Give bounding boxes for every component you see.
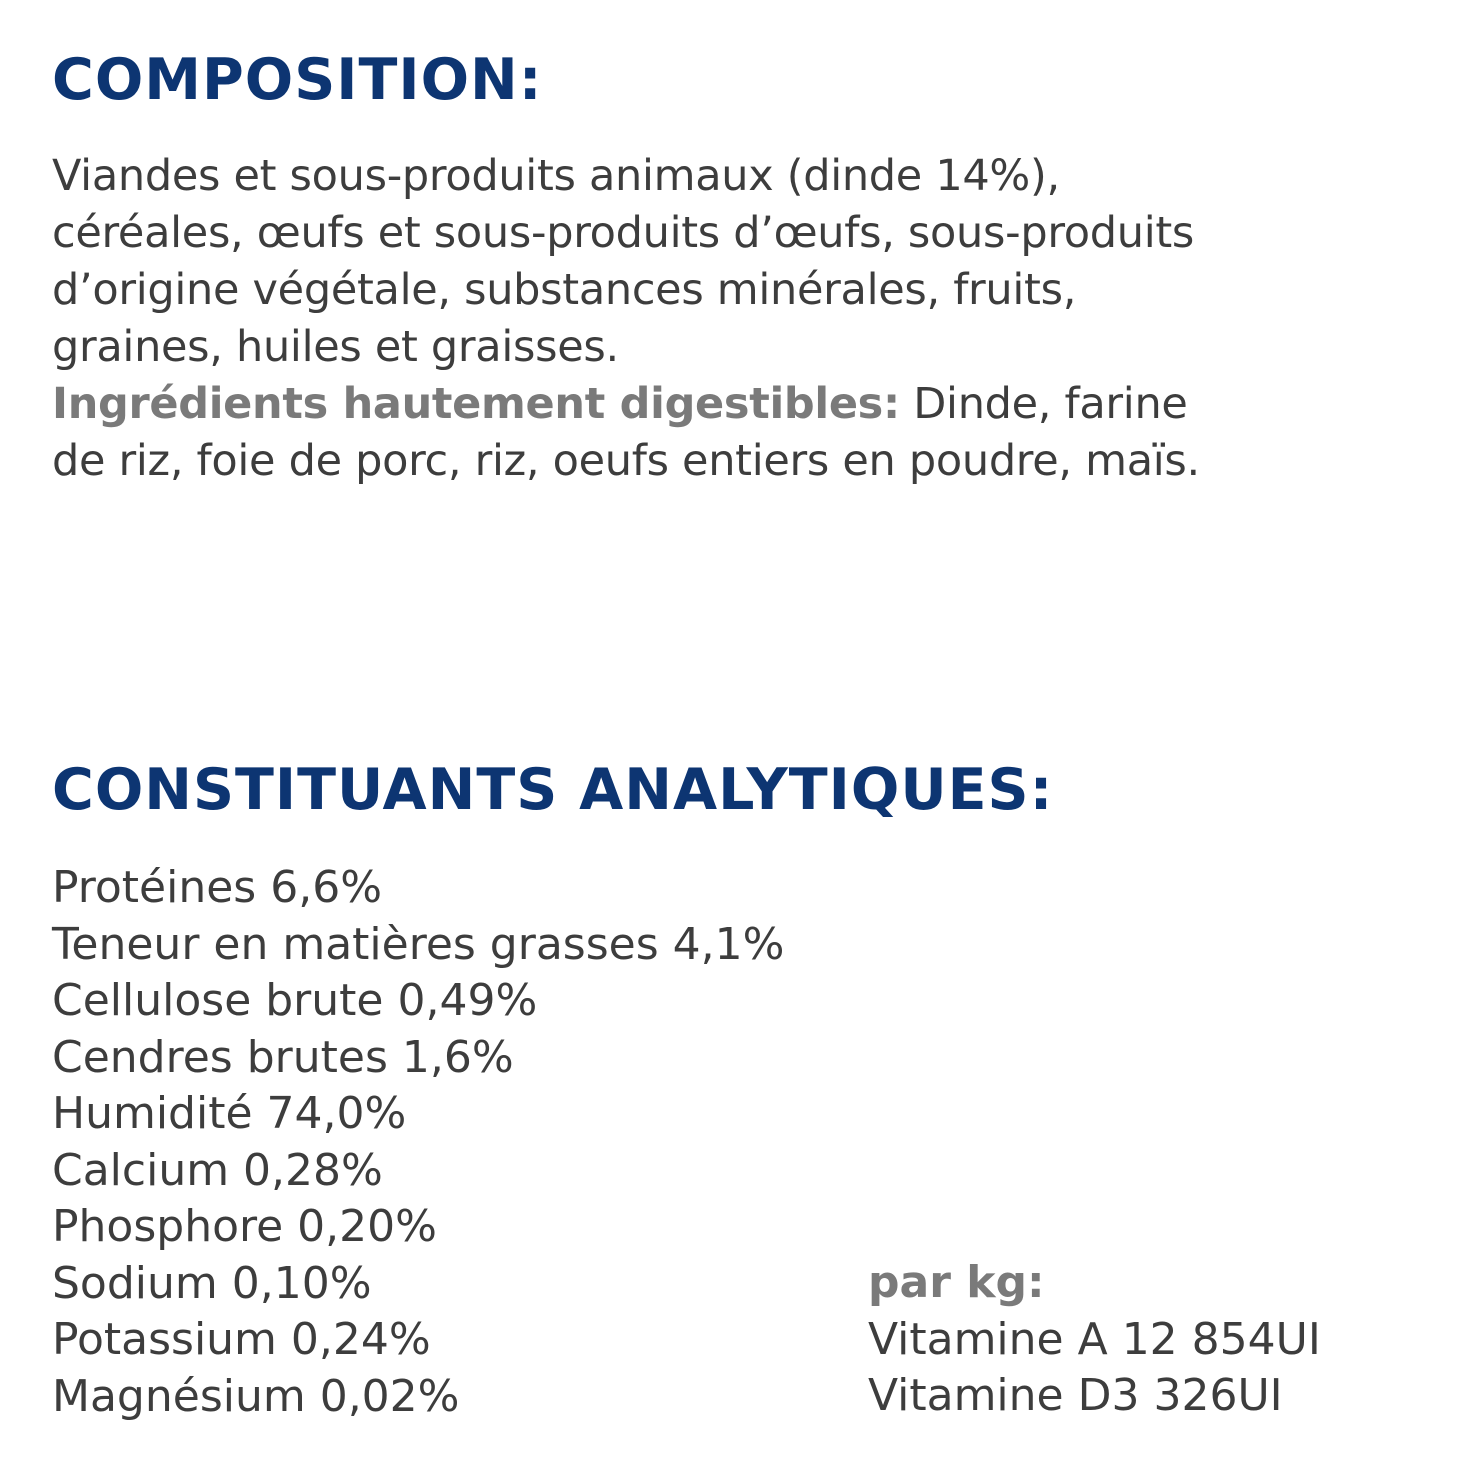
- composition-line: Viandes et sous-produits animaux (dinde 14%),: [52, 151, 1060, 201]
- vitamins-block: [868, 1255, 1321, 1425]
- constituents-list: [52, 860, 784, 1425]
- constituent-item: Calcium 0,28%: [52, 1144, 383, 1196]
- constituent-item: Phosphore 0,20%: [52, 1201, 437, 1252]
- composition-line: céréales, œufs et sous-produits d’œufs, sous-produits: [52, 208, 1195, 258]
- vitamin-item: Vitamine A 12 854UI: [868, 1313, 1321, 1365]
- constituent-item: Teneur en matières grasses 4,1%: [52, 918, 785, 970]
- constituent-item: Protéines 6,6%: [52, 862, 382, 913]
- constituent-item: Cellulose brute 0,49%: [52, 975, 538, 1026]
- constituent-item: Potassium 0,24%: [52, 1314, 431, 1365]
- composition-line: graines, huiles et graisses.: [52, 322, 619, 372]
- constituent-item: Cendres brutes 1,6%: [52, 1031, 514, 1083]
- constituents-heading: CONSTITUANTS ANALYTIQUES:: [52, 757, 1054, 823]
- constituent-item: Magnésium 0,02%: [52, 1370, 460, 1422]
- composition-heading: COMPOSITION:: [52, 47, 543, 113]
- composition-line: d’origine végétale, substances minérales, fruits,: [52, 265, 1077, 315]
- digestible-ingredients-label: Ingrédients hautement digestibles:: [52, 379, 900, 429]
- digestible-ingredients-text: Dinde, farine: [899, 379, 1188, 429]
- per-kg-label: par kg:: [868, 1257, 1045, 1308]
- digestible-ingredients-line-2: de riz, foie de porc, riz, oeufs entiers en poudre, maïs.: [52, 436, 1200, 486]
- constituent-item: Sodium 0,10%: [52, 1257, 372, 1309]
- digestible-ingredients-line: [52, 376, 1452, 433]
- composition-text: [52, 148, 1452, 490]
- constituent-item: Humidité 74,0%: [52, 1088, 407, 1139]
- vitamin-item: Vitamine D3 326UI: [868, 1370, 1283, 1421]
